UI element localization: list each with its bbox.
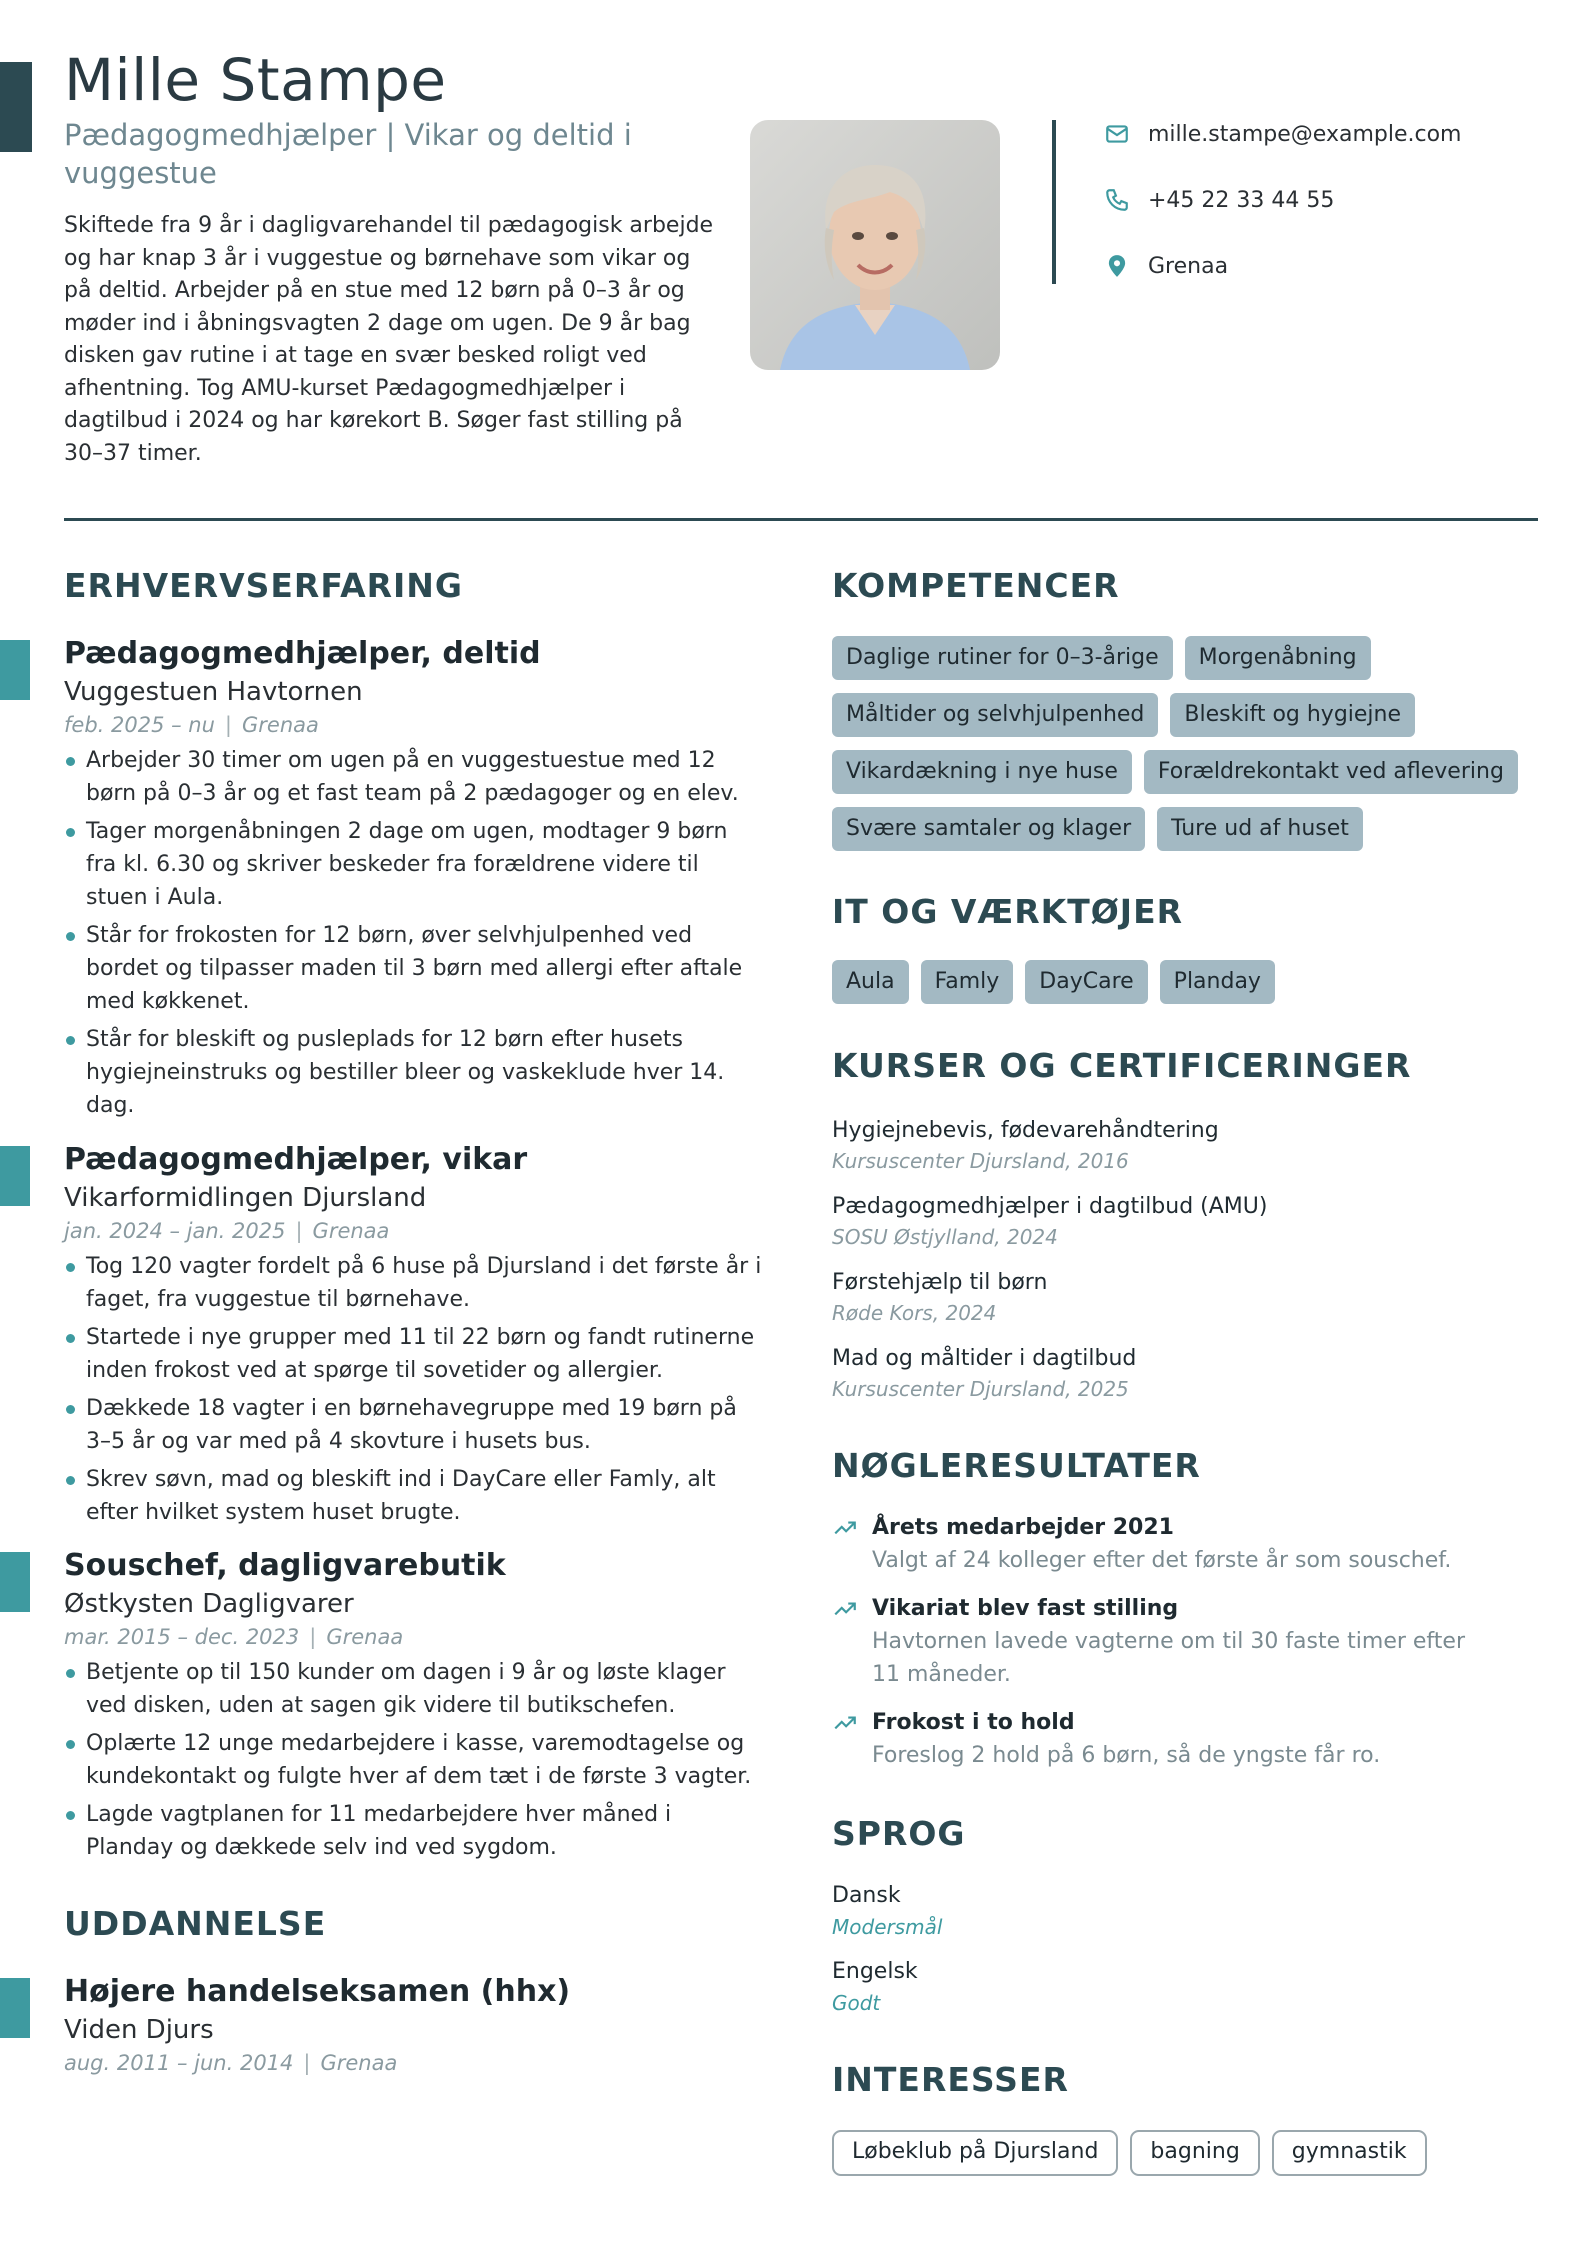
job-bullet: Arbejder 30 timer om ugen på en vuggestuestue med 12 børn på 0–3 år og et fast team på 2 pædagoger og en elev. xyxy=(64,744,764,810)
interest-tags xyxy=(832,2130,1552,2176)
contact-email[interactable] xyxy=(1104,121,1461,147)
header-accent-bar xyxy=(0,62,32,152)
result-desc: Havtornen lavede vagterne om til 30 faste timer efter 11 måneder. xyxy=(872,1629,1466,1687)
trending-up-icon xyxy=(832,1710,858,1736)
result-desc: Valgt af 24 kolleger efter det første år som souschef. xyxy=(872,1548,1452,1573)
email-text: mille.stampe@example.com xyxy=(1148,121,1462,147)
job-bullet: Lagde vagtplanen for 11 medarbejdere hver måned i Planday og dækkede selv ind ved sygdom. xyxy=(64,1798,764,1864)
section-title-tools: IT OG VÆRKTØJER xyxy=(832,892,1184,931)
section-title-experience: ERHVERVSERFARING xyxy=(64,566,464,605)
phone-icon xyxy=(1104,187,1130,213)
language-entry xyxy=(832,1956,918,2018)
job-bullets xyxy=(64,1250,764,1529)
section-title-languages: SPROG xyxy=(832,1814,966,1853)
language-entry xyxy=(832,1880,942,1942)
skill-tag: Vikardækning i nye huse xyxy=(832,750,1132,794)
job-company: Vikarformidlingen Djursland xyxy=(64,1183,427,1213)
interest-tag: Løbeklub på Djursland xyxy=(832,2130,1118,2176)
skill-tag: Forældrekontakt ved aflevering xyxy=(1144,750,1518,794)
education-entry xyxy=(64,1972,764,2078)
course-name: Førstehjælp til børn xyxy=(832,1270,1048,1295)
job-entry xyxy=(64,1546,764,1869)
job-meta: mar. 2015 – dec. 2023 | Grenaa xyxy=(64,1625,404,1649)
language-name: Dansk xyxy=(832,1883,901,1908)
education-title: Højere handelseksamen (hhx) xyxy=(64,1974,571,2009)
job-location: Grenaa xyxy=(312,1219,390,1243)
skills-tags xyxy=(832,636,1552,851)
job-bullet: Står for frokosten for 12 børn, øver selvhjulpenhed ved bordet og tilpasser maden til 3 børn med allergi efter aftale med køkkenet. xyxy=(64,919,764,1018)
result-entry xyxy=(832,1707,1532,1772)
education-dates: aug. 2011 – jun. 2014 xyxy=(64,2051,294,2075)
skill-tag: Svære samtaler og klager xyxy=(832,807,1145,851)
job-dates: mar. 2015 – dec. 2023 xyxy=(64,1625,300,1649)
section-title-skills: KOMPETENCER xyxy=(832,566,1120,605)
profile-photo xyxy=(750,120,1000,370)
education-location: Grenaa xyxy=(320,2051,398,2075)
skill-tag: Ture ud af huset xyxy=(1157,807,1363,851)
job-headline: Pædagogmedhjælper | Vikar og deltid i vuggestue xyxy=(64,118,632,190)
contact-location xyxy=(1104,253,1228,279)
tool-tag: Planday xyxy=(1160,960,1275,1004)
tool-tag: Famly xyxy=(921,960,1014,1004)
course-provider: Kursuscenter Djursland, 2016 xyxy=(832,1149,1129,1173)
profile-summary: Skiftede fra 9 år i dagligvarehandel til pædagogisk arbejde og har knap 3 år i vuggestue og børnehave som vikar og på deltid. Arbejder på en stue med 12 børn på 0–3 år og møder ind i åbningsvagten 2 dage om ugen. De 9 år bag disken gav rutine i at tage en svær besked roligt ved afhentning. Tog AMU-kurset Pædagogmedhjælper i dagtilbud i 2024 og har kørekort B. Søger fast stilling på 30–37 timer. xyxy=(64,213,714,466)
education-meta: aug. 2011 – jun. 2014 | Grenaa xyxy=(64,2051,398,2075)
result-desc: Foreslog 2 hold på 6 børn, så de yngste får ro. xyxy=(872,1743,1381,1768)
tool-tag: Aula xyxy=(832,960,909,1004)
course-provider: Kursuscenter Djursland, 2025 xyxy=(832,1377,1129,1401)
interest-tag: gymnastik xyxy=(1272,2130,1427,2176)
course-entry xyxy=(832,1191,1532,1252)
section-title-interests: INTERESSER xyxy=(832,2060,1069,2099)
trending-up-icon xyxy=(832,1596,858,1622)
job-entry xyxy=(64,634,764,1127)
job-accent-bar xyxy=(0,640,30,700)
language-level: Modersmål xyxy=(832,1915,943,1939)
job-accent-bar xyxy=(0,1552,30,1612)
job-company: Vuggestuen Havtornen xyxy=(64,677,363,707)
course-provider: SOSU Østjylland, 2024 xyxy=(832,1225,1058,1249)
course-entry xyxy=(832,1115,1532,1176)
tool-tag: DayCare xyxy=(1025,960,1147,1004)
result-title: Frokost i to hold xyxy=(872,1710,1075,1735)
job-entry xyxy=(64,1140,764,1534)
skill-tag: Morgenåbning xyxy=(1185,636,1371,680)
job-bullets xyxy=(64,744,764,1122)
job-accent-bar xyxy=(0,1146,30,1206)
job-title: Souschef, dagligvarebutik xyxy=(64,1548,506,1583)
result-entry xyxy=(832,1512,1532,1577)
language-name: Engelsk xyxy=(832,1959,918,1984)
course-name: Mad og måltider i dagtilbud xyxy=(832,1346,1137,1371)
job-title: Pædagogmedhjælper, deltid xyxy=(64,636,541,671)
job-bullets xyxy=(64,1656,764,1864)
result-entry xyxy=(832,1593,1532,1691)
job-location: Grenaa xyxy=(242,713,319,737)
education-school: Viden Djurs xyxy=(64,2015,214,2045)
mail-icon xyxy=(1104,121,1130,147)
contact-divider xyxy=(1052,120,1056,284)
result-title: Vikariat blev fast stilling xyxy=(872,1596,1179,1621)
skill-tag: Bleskift og hygiejne xyxy=(1170,693,1415,737)
location-pin-icon xyxy=(1104,253,1130,279)
job-title: Pædagogmedhjælper, vikar xyxy=(64,1142,528,1177)
course-entry xyxy=(832,1267,1532,1328)
phone-text: +45 22 33 44 55 xyxy=(1148,187,1335,213)
job-dates: feb. 2025 – nu xyxy=(64,713,215,737)
job-bullet: Oplærte 12 unge medarbejdere i kasse, varemodtagelse og kundekontakt og fulgte hver af dem tæt i de første 3 vagter. xyxy=(64,1727,764,1793)
header-divider xyxy=(64,518,1538,521)
job-bullet: Tog 120 vagter fordelt på 6 huse på Djursland i det første år i faget, fra vuggestue til børnehave. xyxy=(64,1250,764,1316)
course-name: Pædagogmedhjælper i dagtilbud (AMU) xyxy=(832,1194,1268,1219)
skill-tag: Daglige rutiner for 0–3-årige xyxy=(832,636,1173,680)
result-title: Årets medarbejder 2021 xyxy=(872,1515,1174,1540)
job-bullet: Dækkede 18 vagter i en børnehavegruppe med 19 børn på 3–5 år og var med på 4 skovture i husets bus. xyxy=(64,1392,764,1458)
job-bullet: Står for bleskift og puslеplads for 12 børn efter husets hygiejneinstruks og bestiller bleer og vaskeklude hver 14. dag. xyxy=(64,1023,764,1122)
job-bullet: Betjente op til 150 kunder om dagen i 9 år og løste klager ved disken, uden at sagen gik videre til butikschefen. xyxy=(64,1656,764,1722)
job-bullet: Tager morgenåbningen 2 dage om ugen, modtager 9 børn fra kl. 6.30 og skriver beskeder fra forældrene videre til stuen i Aula. xyxy=(64,815,764,914)
location-text: Grenaa xyxy=(1148,253,1229,279)
job-meta: jan. 2024 – jan. 2025 | Grenaa xyxy=(64,1219,390,1243)
contact-phone[interactable] xyxy=(1104,187,1334,213)
language-level: Godt xyxy=(832,1991,881,2015)
education-accent-bar xyxy=(0,1978,30,2038)
section-title-results: NØGLERESULTATER xyxy=(832,1446,1201,1485)
job-meta: feb. 2025 – nu | Grenaa xyxy=(64,713,319,737)
job-company: Østkysten Dagligvarer xyxy=(64,1589,354,1619)
section-title-courses: KURSER OG CERTIFICERINGER xyxy=(832,1046,1412,1085)
job-bullet: Startede i nye grupper med 11 til 22 børn og fandt rutinerne inden frokost ved at spørge til sovetider og allergier. xyxy=(64,1321,764,1387)
course-entry xyxy=(832,1343,1532,1404)
interest-tag: bagning xyxy=(1130,2130,1259,2176)
course-name: Hygiejnebevis, fødevarehåndtering xyxy=(832,1118,1219,1143)
course-provider: Røde Kors, 2024 xyxy=(832,1301,997,1325)
job-location: Grenaa xyxy=(326,1625,404,1649)
section-title-education: UDDANNELSE xyxy=(64,1904,327,1943)
tools-tags xyxy=(832,960,1552,1004)
skill-tag: Måltider og selvhjulpenhed xyxy=(832,693,1158,737)
person-name: Mille Stampe xyxy=(64,46,447,114)
trending-up-icon xyxy=(832,1515,858,1541)
job-bullet: Skrev søvn, mad og bleskift ind i DayCare eller Famly, alt efter hvilket system huset brugte. xyxy=(64,1463,764,1529)
job-dates: jan. 2024 – jan. 2025 xyxy=(64,1219,286,1243)
